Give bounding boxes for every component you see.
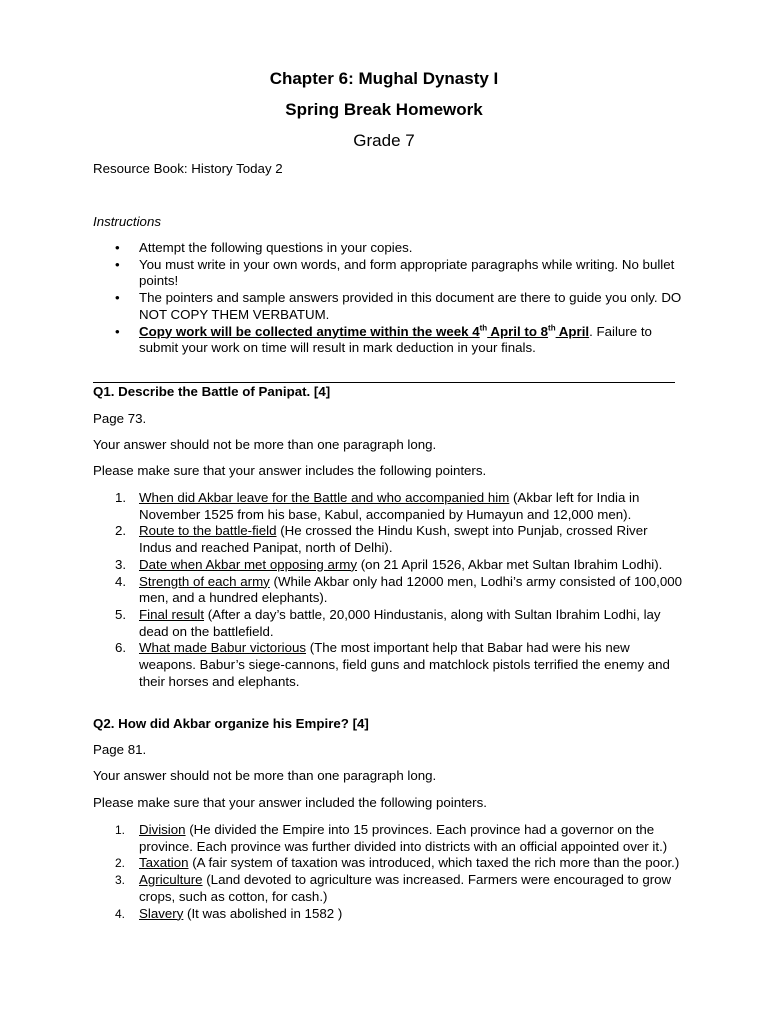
instruction-item: • Attempt the following questions in your copies.: [93, 240, 683, 257]
list-item: 4. Slavery (It was abolished in 1582 ): [115, 905, 343, 921]
instructions-heading: Instructions: [93, 214, 161, 229]
list-item: 2. Taxation (A fair system of taxation was introduced, which taxed the rich more than the poor.): [115, 855, 680, 871]
q2-page: Page 81.: [93, 742, 147, 757]
instruction-item: • Copy work will be collected anytime within the week 4th April to 8th April. Failure to submit your work on time will result in mark deduction in your finals.: [93, 324, 683, 357]
list-item: 1. Division (He divided the Empire into 15 provinces. Each province had a governor on the province. Each province was further divided into districts with an official appointed over it.): [115, 822, 668, 854]
q2-pointers-note: Please make sure that your answer included the following pointers.: [93, 795, 487, 810]
q2-pointers-list: [93, 822, 683, 922]
grade-label: Grade 7: [353, 131, 415, 150]
list-item: 6. What made Babur victorious (The most important help that Babar had were his new weapons. Babur’s siege-cannons, field guns and matchlock pistols terrified the enemy and their horses and elephants.: [115, 640, 670, 689]
q1-page: Page 73.: [93, 411, 147, 426]
list-item: 1. When did Akbar leave for the Battle and who accompanied him (Akbar left for India in November 1525 from his base, Kabul, accompanied by Humayun and 12,000 men).: [115, 490, 640, 522]
list-item: 4. Strength of each army (While Akbar only had 12000 men, Lodhi’s army consisted of 100,000 men, and a hundred elephants).: [115, 573, 683, 606]
q1-question: Q1. Describe the Battle of Panipat. [4]: [93, 384, 331, 399]
list-item: 5. Final result (After a day’s battle, 20,000 Hindustanis, along with Sultan Ibrahim Lodhi, lay dead on the battlefield.: [115, 606, 661, 639]
resource-book: Resource Book: History Today 2: [93, 161, 283, 176]
homework-title: Spring Break Homework: [285, 100, 483, 119]
list-item: 3. Agriculture (Land devoted to agriculture was increased. Farmers were encouraged to grow crops, such as cotton, for cash.): [115, 872, 672, 904]
instructions-list: [93, 240, 683, 357]
instruction-item: • You must write in your own words, and form appropriate paragraphs while writing. No bullet points!: [93, 257, 683, 290]
q1-pointers-list: [93, 490, 683, 690]
q1-length-note: Your answer should not be more than one paragraph long.: [93, 437, 437, 452]
chapter-title: Chapter 6: Mughal Dynasty I: [269, 69, 499, 88]
instruction-item: • The pointers and sample answers provided in this document are there to guide you only. DO NOT COPY THEM VERBATUM.: [93, 290, 683, 323]
list-item: 3. Date when Akbar met opposing army (on 21 April 1526, Akbar met Sultan Ibrahim Lodhi).: [115, 556, 663, 572]
q1-pointers-note: Please make sure that your answer includes the following pointers.: [93, 463, 487, 478]
section-divider: [93, 382, 675, 383]
list-item: 2. Route to the battle-field (He crossed the Hindu Kush, swept into Punjab, crossed River Indus and reached Panipat, north of Delhi).: [115, 523, 648, 556]
q2-length-note: Your answer should not be more than one paragraph long.: [93, 768, 437, 783]
q2-question: Q2. How did Akbar organize his Empire? [4]: [93, 716, 369, 731]
